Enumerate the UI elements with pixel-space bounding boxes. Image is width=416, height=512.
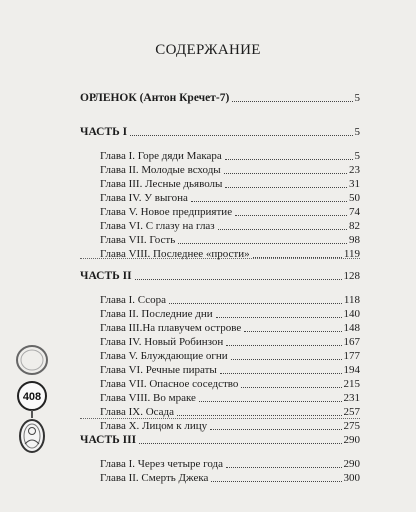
leader-dots	[225, 159, 353, 160]
toc-chapter-row[interactable]	[0, 470, 416, 486]
toc-page-number: 194	[343, 364, 360, 376]
toc-section-row[interactable]	[0, 124, 416, 140]
toc-page-number: 23	[349, 164, 360, 176]
toc-page-number: 119	[343, 248, 360, 260]
toc-page-number: 257	[343, 406, 360, 418]
section-divider	[80, 258, 360, 259]
toc-page-number: 290	[343, 458, 360, 470]
leader-dots	[226, 345, 342, 346]
charm-badge	[12, 344, 52, 464]
leader-dots	[224, 173, 347, 174]
toc-page-number: 128	[343, 270, 360, 282]
toc-chapter-row[interactable]	[0, 246, 416, 262]
charm-number: 408	[22, 391, 42, 403]
toc-page-number: 50	[349, 192, 360, 204]
toc-page-number: 5	[354, 126, 360, 138]
toc-entry-label: ОРЛЕНОК (Антон Кречет-7)	[80, 92, 230, 104]
toc-entry-label: Глава IX. Осада	[100, 406, 175, 418]
toc-page-number: 177	[343, 350, 360, 362]
leader-dots	[135, 279, 342, 280]
leader-dots	[220, 373, 342, 374]
leader-dots	[216, 317, 342, 318]
toc-entry-label: Глава VIII. Во мраке	[100, 392, 196, 404]
leader-dots	[178, 243, 347, 244]
toc-entry-label: ЧАСТЬ III	[80, 434, 137, 446]
toc-page-number: 167	[343, 336, 360, 348]
toc-entry-label: Глава V. Новое предприятие	[100, 206, 233, 218]
toc-page-number: 290	[343, 434, 360, 446]
leader-dots	[232, 101, 353, 102]
toc-entry-label: Глава II. Последние дни	[100, 308, 213, 320]
toc-entry-label: Глава II. Молодые всходы	[100, 164, 221, 176]
toc-page-number: 275	[343, 420, 360, 432]
toc-page-number: 300	[343, 472, 360, 484]
toc-entry-label: Глава VI. Речные пираты	[100, 364, 217, 376]
toc-entry-label: Глава I. Через четыре года	[100, 458, 224, 470]
toc-entry-label: Глава IV. Новый Робинзон	[100, 336, 224, 348]
leader-dots	[169, 303, 342, 304]
toc-page-number: 5	[354, 150, 360, 162]
toc-entry-label: ЧАСТЬ II	[80, 270, 132, 282]
toc-page-number: 140	[343, 308, 360, 320]
toc-entry-label: Глава X. Лицом к лицу	[100, 420, 208, 432]
toc-entry-label: Глава I. Ссора	[100, 294, 166, 306]
toc-page-number: 5	[354, 92, 360, 104]
leader-dots	[177, 415, 342, 416]
toc-page-number: 98	[349, 234, 360, 246]
leader-dots	[241, 387, 342, 388]
leader-dots	[130, 135, 353, 136]
toc-entry-label: Глава I. Горе дяди Макара	[100, 150, 222, 162]
toc-entry-label: Глава III.На плавучем острове	[100, 322, 242, 334]
leader-dots	[191, 201, 347, 202]
toc-page-number: 118	[343, 294, 360, 306]
toc-entry-label: Глава III. Лесные дьяволы	[100, 178, 223, 190]
leader-dots	[211, 481, 342, 482]
leader-dots	[210, 429, 342, 430]
leader-dots	[225, 187, 347, 188]
toc-page-number: 215	[343, 378, 360, 390]
leader-dots	[199, 401, 342, 402]
toc-entry-label: Глава VII. Гость	[100, 234, 176, 246]
toc-page-number: 148	[343, 322, 360, 334]
toc-entry-label: Глава VII. Опасное соседство	[100, 378, 239, 390]
leader-dots	[244, 331, 342, 332]
toc-entry-label: Глава IV. У выгона	[100, 192, 188, 204]
toc-section-row[interactable]	[0, 268, 416, 284]
toc-entry-label: Глава VIII. Последнее «прости»	[100, 248, 250, 260]
page-title: СОДЕРЖАНИЕ	[155, 42, 261, 58]
leader-dots	[139, 443, 342, 444]
toc-entry-label: ЧАСТЬ I	[80, 126, 128, 138]
toc-entry-label: Глава V. Блуждающие огни	[100, 350, 228, 362]
leader-dots	[235, 215, 347, 216]
toc-entry-label: Глава II. Смерть Джека	[100, 472, 209, 484]
toc-page-number: 82	[349, 220, 360, 232]
toc-section-row[interactable]	[0, 432, 416, 448]
toc-section-row[interactable]	[0, 90, 416, 106]
section-divider	[80, 418, 360, 419]
leader-dots	[231, 359, 342, 360]
toc-page-number: 74	[349, 206, 360, 218]
leader-dots	[218, 229, 347, 230]
toc-page-number: 231	[343, 392, 360, 404]
toc-page-number: 31	[349, 178, 360, 190]
leader-dots	[226, 467, 342, 468]
cameo-portrait-icon	[20, 420, 44, 452]
toc-entry-label: Глава VI. С глазу на глаз	[100, 220, 215, 232]
